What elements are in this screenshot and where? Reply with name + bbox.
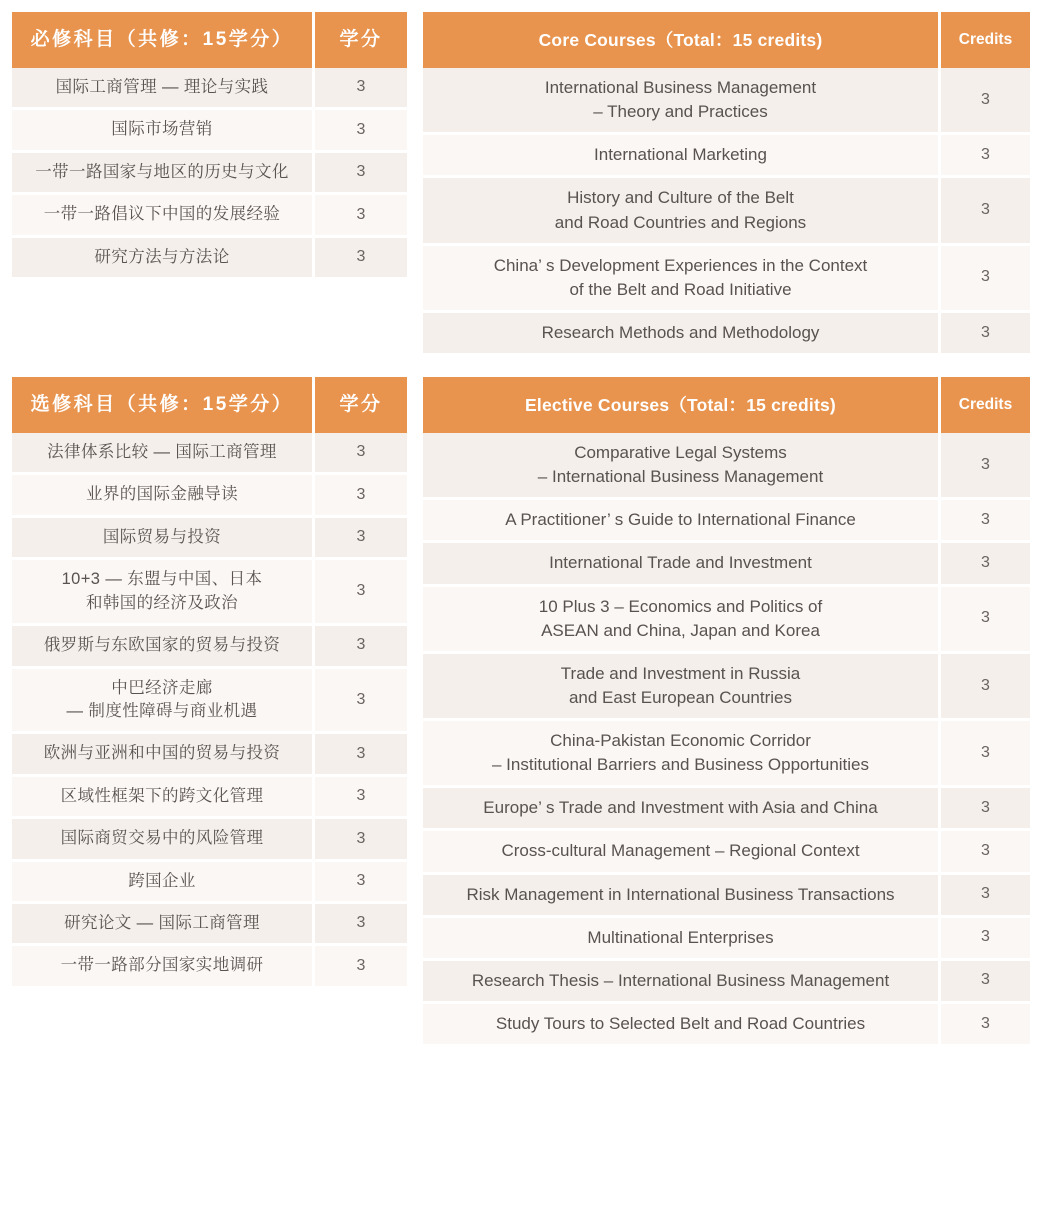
course-name-line: Trade and Investment in Russia [560,663,801,683]
course-name-line: 10+3 — 东盟与中国、日本 [61,570,263,589]
course-name-cell [423,721,941,788]
elective-courses-table-en [423,377,1030,1044]
credits-cell: 3 [315,68,407,110]
credits-cell: 3 [941,500,1030,543]
table-row [12,110,407,152]
header-row [423,12,1030,68]
course-name-line: 国际市场营销 [111,120,213,139]
course-name-line: 国际贸易与投资 [102,527,222,546]
course-name-line: Multinational Enterprises [587,927,774,947]
elective-courses-block [12,377,1030,1044]
course-name-line: Research Thesis – International Business Management [471,970,890,990]
course-name-cell [423,543,941,586]
course-name-cell [423,788,941,831]
course-name-line: 国际工商管理 — 理论与实践 [55,78,269,96]
course-name-line: 中巴经济走廊 [111,678,213,697]
credits-cell: 3 [315,862,407,904]
column-header-credits-en: Credits [941,12,1030,68]
credits-cell: 3 [941,1004,1030,1044]
table-row [423,918,1030,961]
table-row [423,654,1030,721]
table-row [423,68,1030,135]
course-name-cell [423,1004,941,1044]
header-row [12,377,407,433]
table-header [12,12,407,68]
table-body [423,433,1030,1044]
credits-cell: 3 [941,788,1030,831]
course-name-line: 一带一路倡议下中国的发展经验 [43,205,281,224]
credits-cell: 3 [941,68,1030,135]
credits-cell: 3 [315,904,407,946]
credits-cell: 3 [315,777,407,819]
table-header [423,377,1030,433]
table-header [12,377,407,433]
course-name-cell [423,500,941,543]
table-row [423,543,1030,586]
table-header [423,12,1030,68]
course-name-cell [423,831,941,874]
core-courses-table-zh [12,12,407,277]
course-name-cell [423,433,941,500]
course-name-line: Europe’ s Trade and Investment with Asia and China [483,798,878,818]
header-row [423,377,1030,433]
table-row [12,669,407,735]
course-name-line: International Marketing [594,145,767,165]
course-name-line: 俄罗斯与东欧国家的贸易与投资 [43,636,281,655]
course-name-cell [423,918,941,961]
credits-cell: 3 [315,560,407,626]
credits-cell: 3 [315,433,407,475]
credits-cell: 3 [315,475,407,517]
course-name-line: 研究论文 — 国际工商管理 [64,914,260,933]
table-row [12,626,407,668]
credits-cell: 3 [941,961,1030,1004]
course-name-line: A Practitioner’ s Guide to International Finance [505,510,856,530]
column-header-subject-zh: 必修科目（共修：15学分） [12,12,315,68]
course-name-cell [423,135,941,178]
course-name-line: International Business Management [544,78,817,97]
credits-cell: 3 [315,195,407,237]
course-name-line: 国际商贸交易中的风险管理 [60,829,264,848]
credits-cell: 3 [315,626,407,668]
table-row [12,946,407,985]
course-name-line: China’ s Development Experiences in the Context [493,255,868,275]
course-name-cell [12,238,315,277]
course-name-line: and East European Countries [568,687,793,707]
course-name-cell [423,961,941,1004]
course-name-cell [12,433,315,475]
table-row [12,475,407,517]
course-name-cell [12,819,315,861]
table-body [12,433,407,986]
table-row [12,238,407,277]
credits-cell: 3 [941,587,1030,654]
credits-cell: 3 [941,831,1030,874]
credits-cell: 3 [941,918,1030,961]
course-name-line: 和韩国的经济及政治 [85,593,239,612]
credits-cell: 3 [315,110,407,152]
credits-cell: 3 [315,153,407,195]
table-row [423,433,1030,500]
course-name-line: — 制度性障碍与商业机遇 [66,701,258,720]
table-row [423,1004,1030,1044]
course-name-line: Risk Management in International Business Transactions [466,884,895,904]
course-name-cell [12,153,315,195]
table-row [423,875,1030,918]
course-name-cell [12,110,315,152]
course-name-cell [423,178,941,245]
course-name-line: China-Pakistan Economic Corridor [550,731,811,750]
table-row [12,518,407,560]
credits-cell: 3 [941,178,1030,245]
credits-cell: 3 [941,875,1030,918]
course-name-line: – Theory and Practices [593,102,768,122]
credits-cell: 3 [941,654,1030,721]
course-name-line: Research Methods and Methodology [541,322,820,342]
table-row [423,313,1030,353]
credits-cell: 3 [315,819,407,861]
table-row [12,195,407,237]
course-name-cell [12,904,315,946]
credits-cell: 3 [315,946,407,985]
course-name-line: 业界的国际金融导读 [85,485,239,504]
course-name-cell [423,313,941,353]
course-name-cell [12,518,315,560]
credits-cell: 3 [941,721,1030,788]
credits-cell: 3 [315,518,407,560]
course-name-line: – International Business Management [537,467,824,487]
column-header-subject-zh: 选修科目（共修：15学分） [12,377,315,433]
table-row [12,68,407,110]
table-row [12,862,407,904]
course-name-cell [423,587,941,654]
course-name-line: Study Tours to Selected Belt and Road Countries [495,1013,866,1033]
course-name-cell [12,68,315,110]
course-name-line: 研究方法与方法论 [94,247,230,266]
table-row [12,777,407,819]
course-name-line: of the Belt and Road Initiative [569,279,792,299]
header-row [12,12,407,68]
core-courses-table-en [423,12,1030,353]
course-name-cell [12,560,315,626]
table-row [423,178,1030,245]
course-name-line: 一带一路国家与地区的历史与文化 [35,162,289,181]
course-name-line: and Road Countries and Regions [554,212,807,232]
course-name-line: 一带一路部分国家实地调研 [60,956,264,975]
course-name-line: History and Culture of the Belt [567,188,794,208]
credits-cell: 3 [315,734,407,776]
course-name-line: 10 Plus 3 – Economics and Politics of [538,596,823,616]
table-row [12,734,407,776]
course-name-cell [12,862,315,904]
course-name-line: – Institutional Barriers and Business Opportunities [491,755,870,775]
course-name-cell [12,777,315,819]
credits-cell: 3 [941,543,1030,586]
table-row [12,904,407,946]
column-header-course-en: Core Courses（Total：15 credits) [423,12,941,68]
course-name-line: 法律体系比较 — 国际工商管理 [47,443,277,461]
course-name-cell [12,475,315,517]
credits-cell: 3 [941,433,1030,500]
course-name-cell [12,669,315,735]
course-name-cell [423,246,941,313]
course-name-cell [12,946,315,985]
course-name-line: 跨国企业 [128,871,196,890]
course-name-line: Cross-cultural Management – Regional Context [501,841,860,861]
course-name-cell [12,195,315,237]
column-header-credits-zh: 学分 [315,377,407,433]
table-row [423,587,1030,654]
table-row [423,135,1030,178]
column-header-credits-en: Credits [941,377,1030,433]
course-name-line: Comparative Legal Systems [574,443,787,462]
table-row [12,819,407,861]
elective-courses-table-zh [12,377,407,986]
credits-cell: 3 [941,246,1030,313]
table-row [423,961,1030,1004]
table-row [12,560,407,626]
table-row [423,721,1030,788]
table-row [423,831,1030,874]
credits-cell: 3 [941,313,1030,353]
table-row [423,500,1030,543]
course-name-line: 欧洲与亚洲和中国的贸易与投资 [43,744,281,763]
course-name-cell [423,875,941,918]
course-name-line: 区域性框架下的跨文化管理 [60,786,264,805]
table-body [423,68,1030,353]
core-courses-block [12,12,1030,353]
column-header-credits-zh: 学分 [315,12,407,68]
credits-cell: 3 [315,669,407,735]
course-name-cell [12,734,315,776]
table-row [423,246,1030,313]
column-header-course-en: Elective Courses（Total：15 credits) [423,377,941,433]
credits-cell: 3 [315,238,407,277]
course-name-cell [12,626,315,668]
course-name-line: ASEAN and China, Japan and Korea [541,620,820,640]
course-name-cell [423,654,941,721]
course-name-line: International Trade and Investment [549,553,812,573]
table-row [12,153,407,195]
table-body [12,68,407,277]
table-row [12,433,407,475]
course-name-cell [423,68,941,135]
credits-cell: 3 [941,135,1030,178]
table-row [423,788,1030,831]
